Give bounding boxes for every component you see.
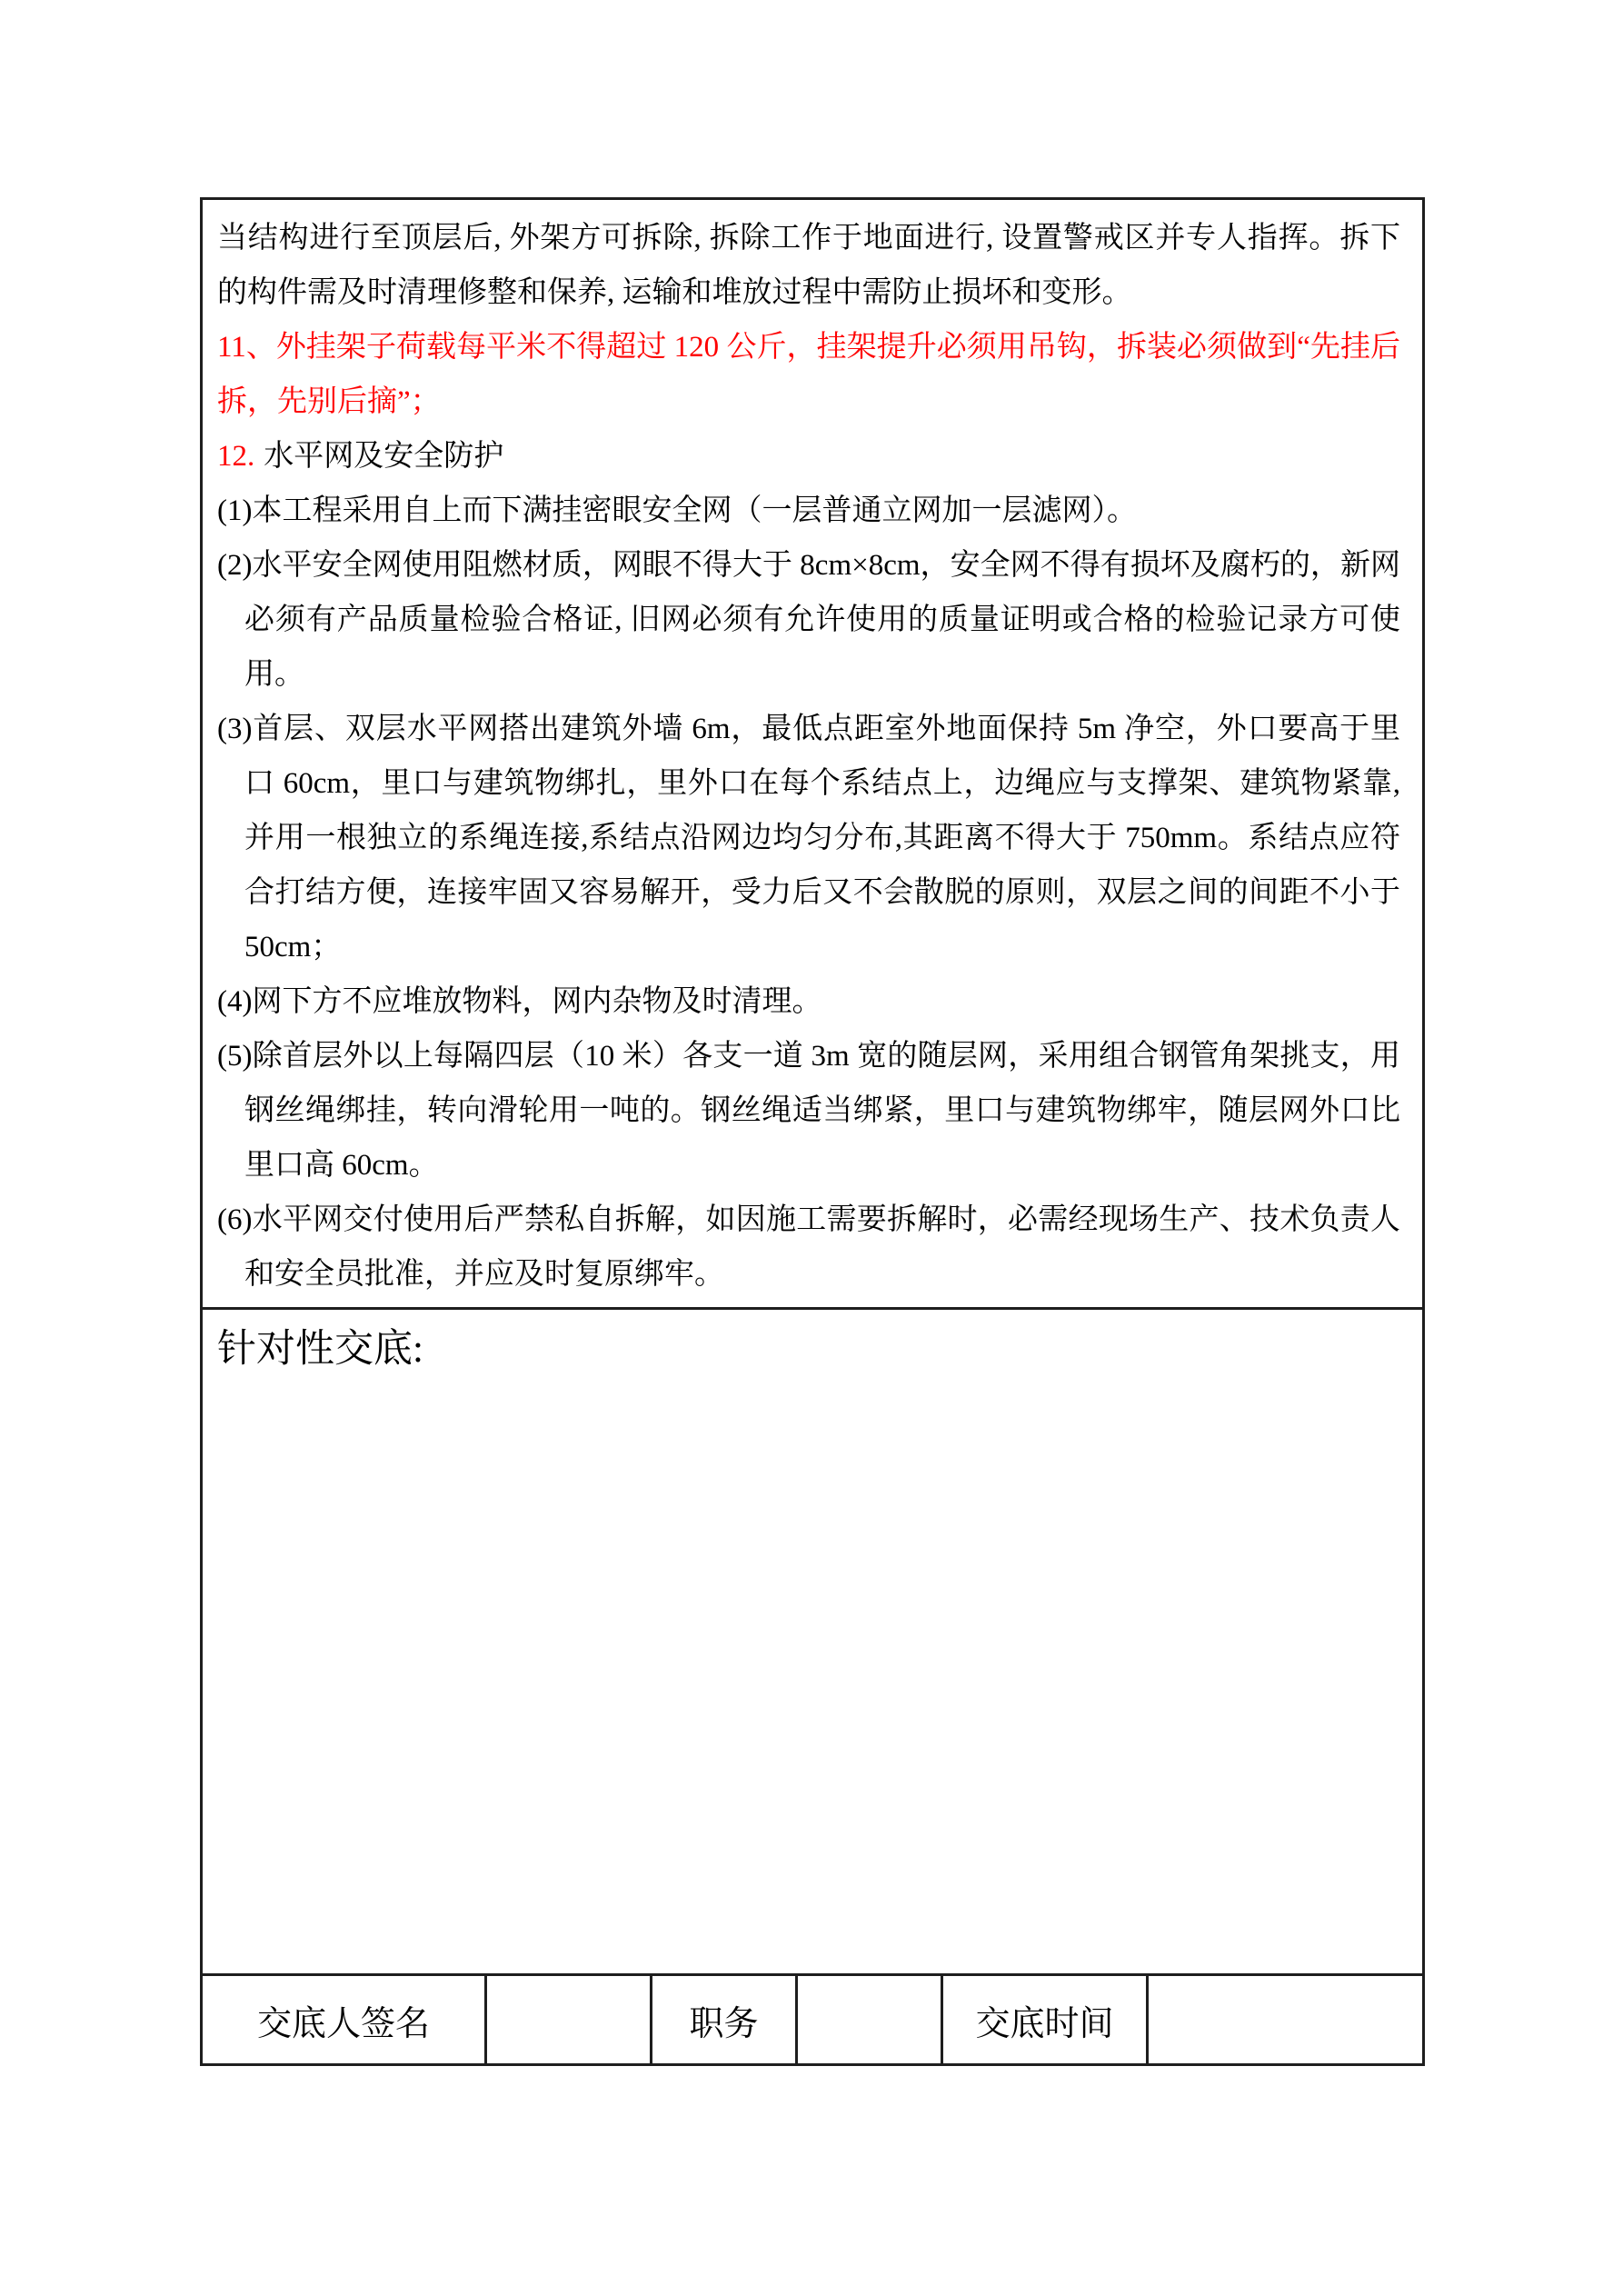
subitem-5-layer-net: (5)除首层外以上每隔四层（10 米）各支一道 3m 宽的随层网，采用组合钢管角架挑支，用钢丝绳绑挂，转向滑轮用一吨的。钢丝绳适当绑紧，里口与建筑物绑牢，随层网外口比里口高 60cm。 — [217, 1040, 1400, 1182]
discloser-signature-field[interactable] — [484, 1976, 650, 2063]
item-12-title: 水平网及安全防护 — [264, 440, 504, 473]
item-11-hanging-rack-load: 11、外挂架子荷载每平米不得超过 120 公斤，挂架提升必须用吊钩，拆装必须做到“先挂后拆，先别后摘”； — [217, 331, 1400, 418]
discloser-signature-label: 交底人签名 — [256, 2004, 430, 2043]
disclosure-document-table — [200, 197, 1425, 2066]
subitem-3-net-installation: (3)首层、双层水平网搭出建筑外墙 6m，最低点距室外地面保持 5m 净空，外口要高于里口 60cm，里口与建筑物绑扎，里外口在每个系结点上，边绳应与支撑架、建筑物紧靠,并用一根独立的系绳连接,系结点沿网边均匀分布,其距离不得大于 750mm。系结点应符合打结方便，连接牢固又容易解开，受力后又不会散脱的原则，双层之间的间距不小于 50cm； — [217, 713, 1400, 963]
item-12-heading — [217, 429, 1400, 484]
signature-row — [203, 1973, 1422, 2063]
subitem-6-no-unauthorized-removal: (6)水平网交付使用后严禁私自拆解，如因施工需要拆解时，必需经现场生产、技术负责人和安全员批准，并应及时复原绑牢。 — [217, 1203, 1400, 1291]
disclosure-time-label: 交底时间 — [941, 1976, 1146, 2063]
subitem-2-net-material: (2)水平安全网使用阻燃材质，网眼不得大于 8cm×8cm，安全网不得有损坏及腐朽的，新网必须有产品质量检验合格证, 旧网必须有允许使用的质量证明或合格的检验记录方可使用。 — [217, 549, 1400, 691]
targeted-disclosure-label: 针对性交底: — [217, 1328, 423, 1371]
paragraph-scaffold-dismantling: 当结构进行至顶层后, 外架方可拆除, 拆除工作于地面进行, 设置警戒区并专人指挥。拆下的构件需及时清理修整和保养, 运输和堆放过程中需防止损坏和变形。 — [217, 222, 1400, 309]
safety-requirements-section — [203, 200, 1422, 1307]
subitem-1-safety-net: (1)本工程采用自上而下满挂密眼安全网（一层普通立网加一层滤网）。 — [217, 494, 1137, 527]
item-12-number: 12. — [217, 440, 255, 473]
subitem-4-no-stacking: (4)网下方不应堆放物料，网内杂物及时清理。 — [217, 985, 822, 1018]
position-label: 职务 — [650, 1976, 795, 2063]
position-field[interactable] — [795, 1976, 941, 2063]
disclosure-time-field[interactable] — [1146, 1976, 1422, 2063]
targeted-disclosure-section — [203, 1307, 1422, 1973]
